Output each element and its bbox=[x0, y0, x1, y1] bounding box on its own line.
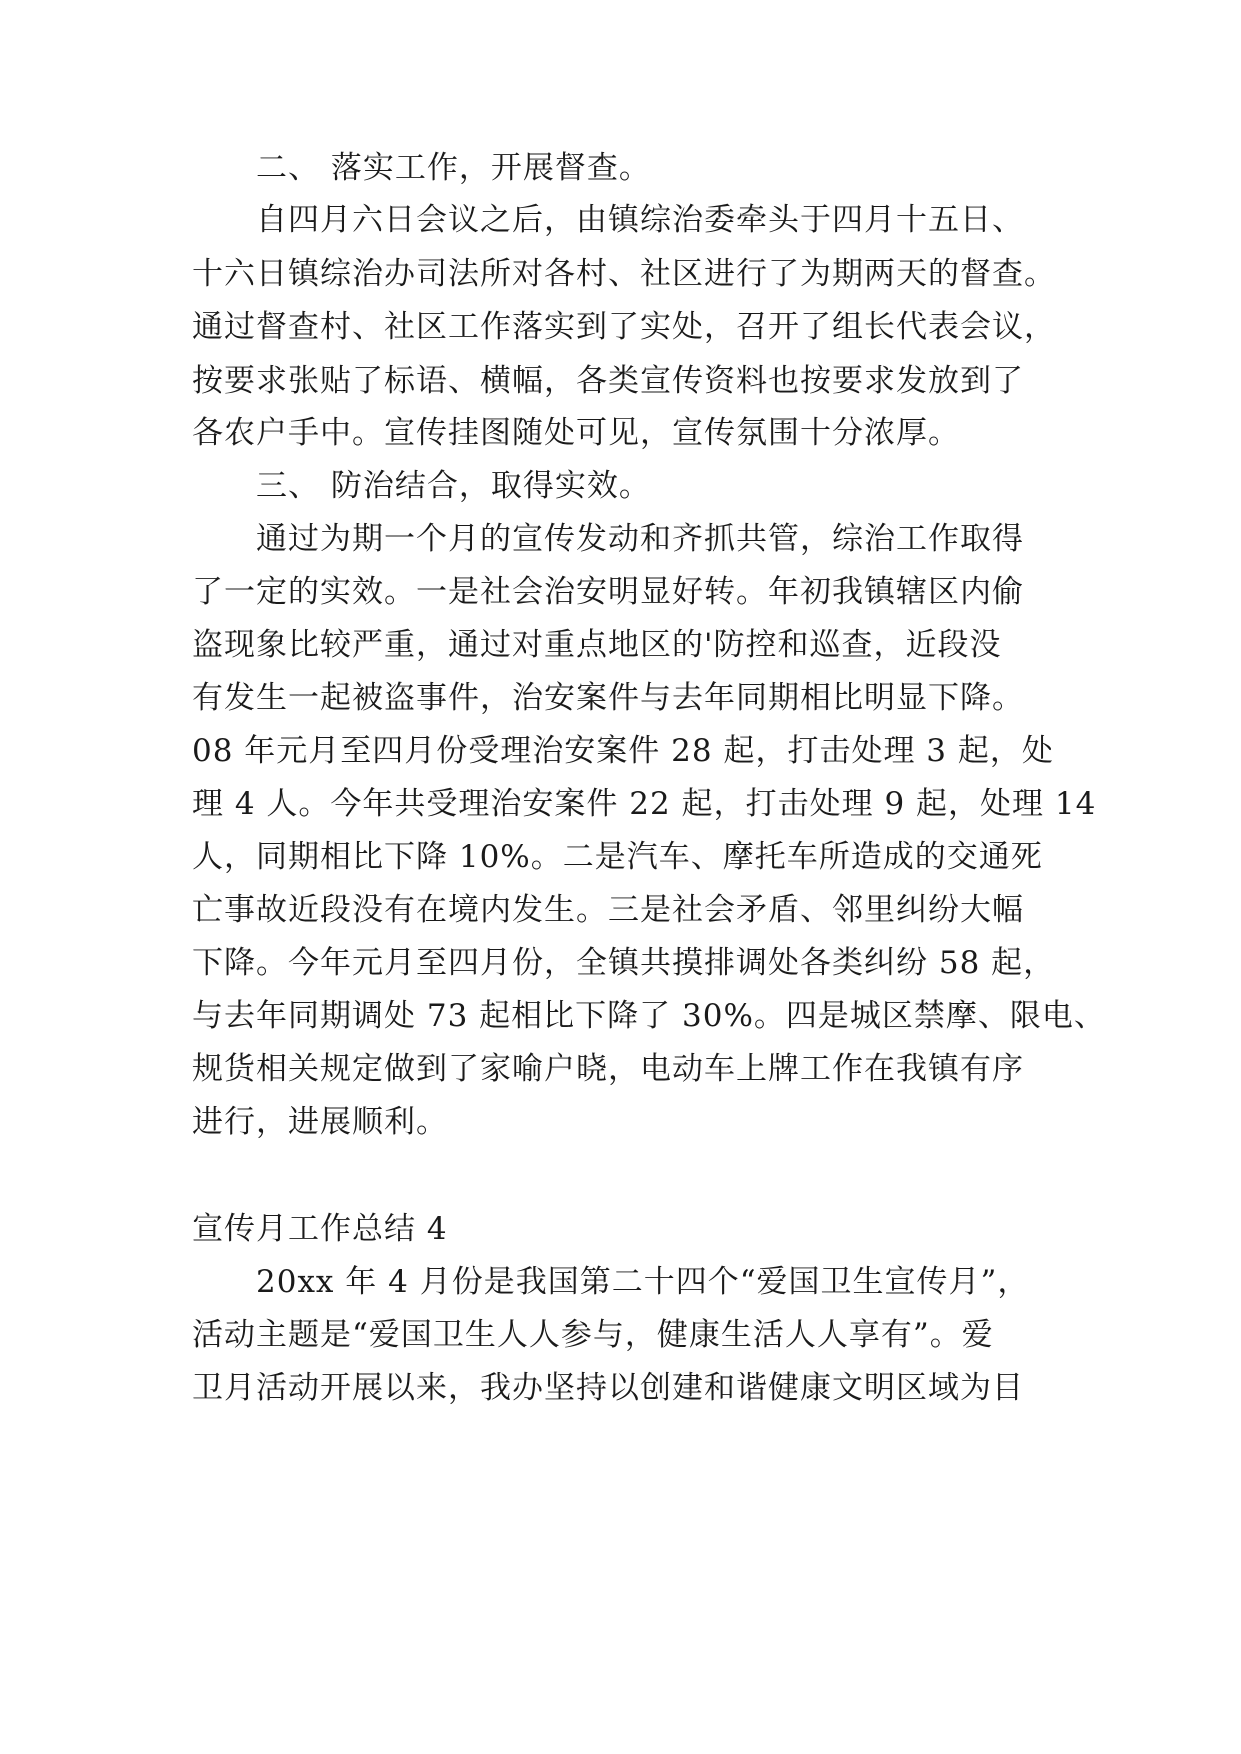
paragraph-line: 十六日镇综治办司法所对各村、社区进行了为期两天的督查。 bbox=[192, 256, 1056, 292]
paragraph-line: 与去年同期调处 73 起相比下降了 30%。四是城区禁摩、限电、 bbox=[192, 998, 1106, 1034]
paragraph-line: 各农户手中。宣传挂图随处可见，宣传氛围十分浓厚。 bbox=[192, 415, 960, 451]
paragraph-line: 进行，进展顺利。 bbox=[192, 1104, 448, 1140]
paragraph-line: 下降。今年元月至四月份，全镇共摸排调处各类纠纷 58 起， bbox=[192, 945, 1056, 981]
paragraph-line: 盗现象比较严重，通过对重点地区的'防控和巡查，近段没 bbox=[192, 627, 1002, 663]
paragraph-line: 通过为期一个月的宣传发动和齐抓共管，综治工作取得 bbox=[256, 521, 1024, 557]
paragraph-line: 20xx 年 4 月份是我国第二十四个“爱国卫生宣传月”， bbox=[256, 1264, 1030, 1300]
paragraph-line: 理 4 人。今年共受理治安案件 22 起，打击处理 9 起，处理 14 bbox=[192, 786, 1097, 822]
paragraph-line: 08 年元月至四月份受理治安案件 28 起，打击处理 3 起，处 bbox=[192, 733, 1054, 769]
paragraph-line: 按要求张贴了标语、横幅，各类宣传资料也按要求发放到了 bbox=[192, 363, 1024, 399]
paragraph-line: 卫月活动开展以来，我办坚持以创建和谐健康文明区域为目 bbox=[192, 1370, 1024, 1406]
paragraph-line: 活动主题是“爱国卫生人人参与，健康生活人人享有”。爱 bbox=[192, 1317, 994, 1353]
paragraph-line: 有发生一起被盗事件，治安案件与去年同期相比明显下降。 bbox=[192, 680, 1024, 716]
paragraph-line: 自四月六日会议之后，由镇综治委牵头于四月十五日、 bbox=[256, 202, 1024, 238]
section-2-heading: 二、 落实工作，开展督查。 bbox=[256, 150, 651, 186]
paragraph-line: 规货相关规定做到了家喻户晓，电动车上牌工作在我镇有序 bbox=[192, 1051, 1024, 1087]
paragraph-line: 了一定的实效。一是社会治安明显好转。年初我镇辖区内偷 bbox=[192, 574, 1024, 610]
section-3-heading: 三、 防治结合，取得实效。 bbox=[256, 468, 651, 504]
paragraph-line: 亡事故近段没有在境内发生。三是社会矛盾、邻里纠纷大幅 bbox=[192, 892, 1024, 928]
summary-4-title: 宣传月工作总结 4 bbox=[192, 1211, 448, 1247]
paragraph-line: 人，同期相比下降 10%。二是汽车、摩托车所造成的交通死 bbox=[192, 839, 1043, 875]
paragraph-line: 通过督查村、社区工作落实到了实处，召开了组长代表会议， bbox=[192, 309, 1056, 345]
